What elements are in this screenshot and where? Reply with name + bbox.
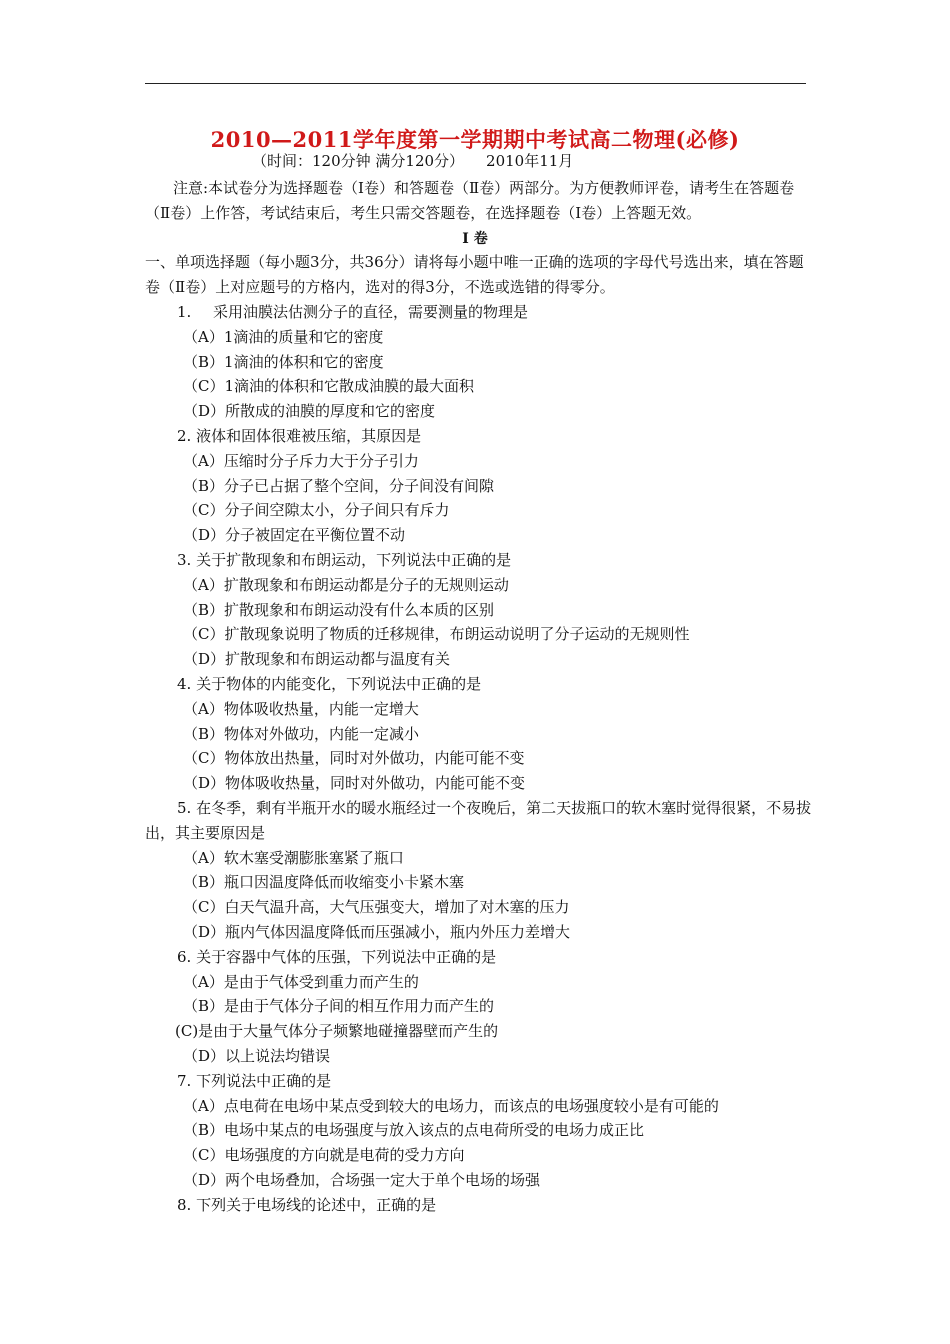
option: （D）扩散现象和布朗运动都与温度有关 bbox=[183, 650, 451, 669]
option: （C）电场强度的方向就是电荷的受力方向 bbox=[183, 1146, 465, 1165]
option: （D）所散成的油膜的厚度和它的密度 bbox=[183, 402, 436, 421]
question-stem: 8. 下列关于电场线的论述中，正确的是 bbox=[177, 1195, 437, 1214]
option: （C）分子间空隙太小，分子间只有斥力 bbox=[183, 501, 450, 520]
question-stem bbox=[145, 300, 815, 325]
option: （D）两个电场叠加，合场强一定大于单个电场的场强 bbox=[183, 1170, 541, 1189]
option: （A）压缩时分子斥力大于分子引力 bbox=[183, 451, 419, 470]
option: （B）扩散现象和布朗运动没有什么本质的区别 bbox=[183, 600, 495, 619]
option: （C）白天气温升高，大气压强变大，增加了对木塞的压力 bbox=[183, 898, 570, 917]
question-stem: 4. 关于物体的内能变化，下列说法中正确的是 bbox=[177, 674, 482, 693]
option: （A）点电荷在电场中某点受到较大的电场力，而该点的电场强度较小是有可能的 bbox=[183, 1096, 719, 1115]
option: （B）分子已占据了整个空间，分子间没有间隙 bbox=[183, 476, 495, 495]
option: （B）1滴油的体积和它的密度 bbox=[183, 352, 384, 371]
option: （B）电场中某点的电场强度与放入该点的点电荷所受的电场力成正比 bbox=[183, 1121, 645, 1140]
option: （C）扩散现象说明了物质的迁移规律，布朗运动说明了分子运动的无规则性 bbox=[183, 625, 690, 644]
option: （C）1滴油的体积和它散成油膜的最大面积 bbox=[183, 377, 475, 396]
header-rule bbox=[145, 83, 806, 84]
exam-subtitle bbox=[252, 150, 573, 171]
option: （A）是由于气体受到重力而产生的 bbox=[183, 972, 419, 991]
question-text: 采用油膜法估测分子的直径，需要测量的物理是 bbox=[213, 303, 529, 321]
section-instruction: 一、单项选择题（每小题3分，共36分）请将每小题中唯一正确的选项的字母代号选出来，填在答题卷（Ⅱ卷）上对应题号的方格内，选对的得3分，不选或选错的得零分。 bbox=[145, 253, 804, 296]
option: （A）扩散现象和布朗运动都是分子的无规则运动 bbox=[183, 575, 509, 594]
question-stem: 7. 下列说法中正确的是 bbox=[177, 1071, 332, 1090]
option: （D）瓶内气体因温度降低而压强减小，瓶内外压力差增大 bbox=[183, 922, 571, 941]
section-mark: Ⅰ 卷 bbox=[462, 231, 488, 247]
question-stem: 2. 液体和固体很难被压缩，其原因是 bbox=[177, 426, 422, 445]
option: （D）物体吸收热量，同时对外做功，内能可能不变 bbox=[183, 774, 526, 793]
option: （B）物体对外做功，内能一定减小 bbox=[183, 724, 420, 743]
option: （B）是由于气体分子间的相互作用力而产生的 bbox=[183, 997, 495, 1016]
option: （A）软木塞受潮膨胀塞紧了瓶口 bbox=[183, 848, 404, 867]
option: （A）1滴油的质量和它的密度 bbox=[183, 327, 384, 346]
option: （B）瓶口因温度降低而收缩变小卡紧木塞 bbox=[183, 873, 465, 892]
question-stem: 6. 关于容器中气体的压强，下列说法中正确的是 bbox=[177, 947, 497, 966]
option: （C）物体放出热量，同时对外做功，内能可能不变 bbox=[183, 749, 525, 768]
option: （D）以上说法均错误 bbox=[183, 1046, 331, 1065]
exam-notice: 注意:本试卷分为选择题卷（Ⅰ卷）和答题卷（Ⅱ卷）两部分。为方便教师评卷，请考生在答题卷（Ⅱ卷）上作答，考试结束后，考生只需交答题卷，在选择题卷（Ⅰ卷）上答题无效。 bbox=[145, 179, 795, 222]
question-stem: 5. 在冬季，剩有半瓶开水的暖水瓶经过一个夜晚后，第二天拔瓶口的软木塞时觉得很紧，不易拔出，其主要原因是 bbox=[145, 798, 812, 842]
option: （D）分子被固定在平衡位置不动 bbox=[183, 526, 406, 545]
question-stem: 3. 关于扩散现象和布朗运动，下列说法中正确的是 bbox=[177, 550, 512, 569]
exam-date: 2010年11月 bbox=[486, 152, 574, 170]
question-number: 1. bbox=[177, 303, 192, 321]
option: （A）物体吸收热量，内能一定增大 bbox=[183, 699, 419, 718]
question-list bbox=[145, 300, 815, 1217]
exam-title: 2010—2011学年度第一学期期中考试高二物理(必修) bbox=[210, 127, 740, 152]
option: (C)是由于大量气体分子频繁地碰撞器壁而产生的 bbox=[175, 1022, 499, 1041]
time-info: （时间：120分钟 满分120分） bbox=[252, 152, 465, 170]
